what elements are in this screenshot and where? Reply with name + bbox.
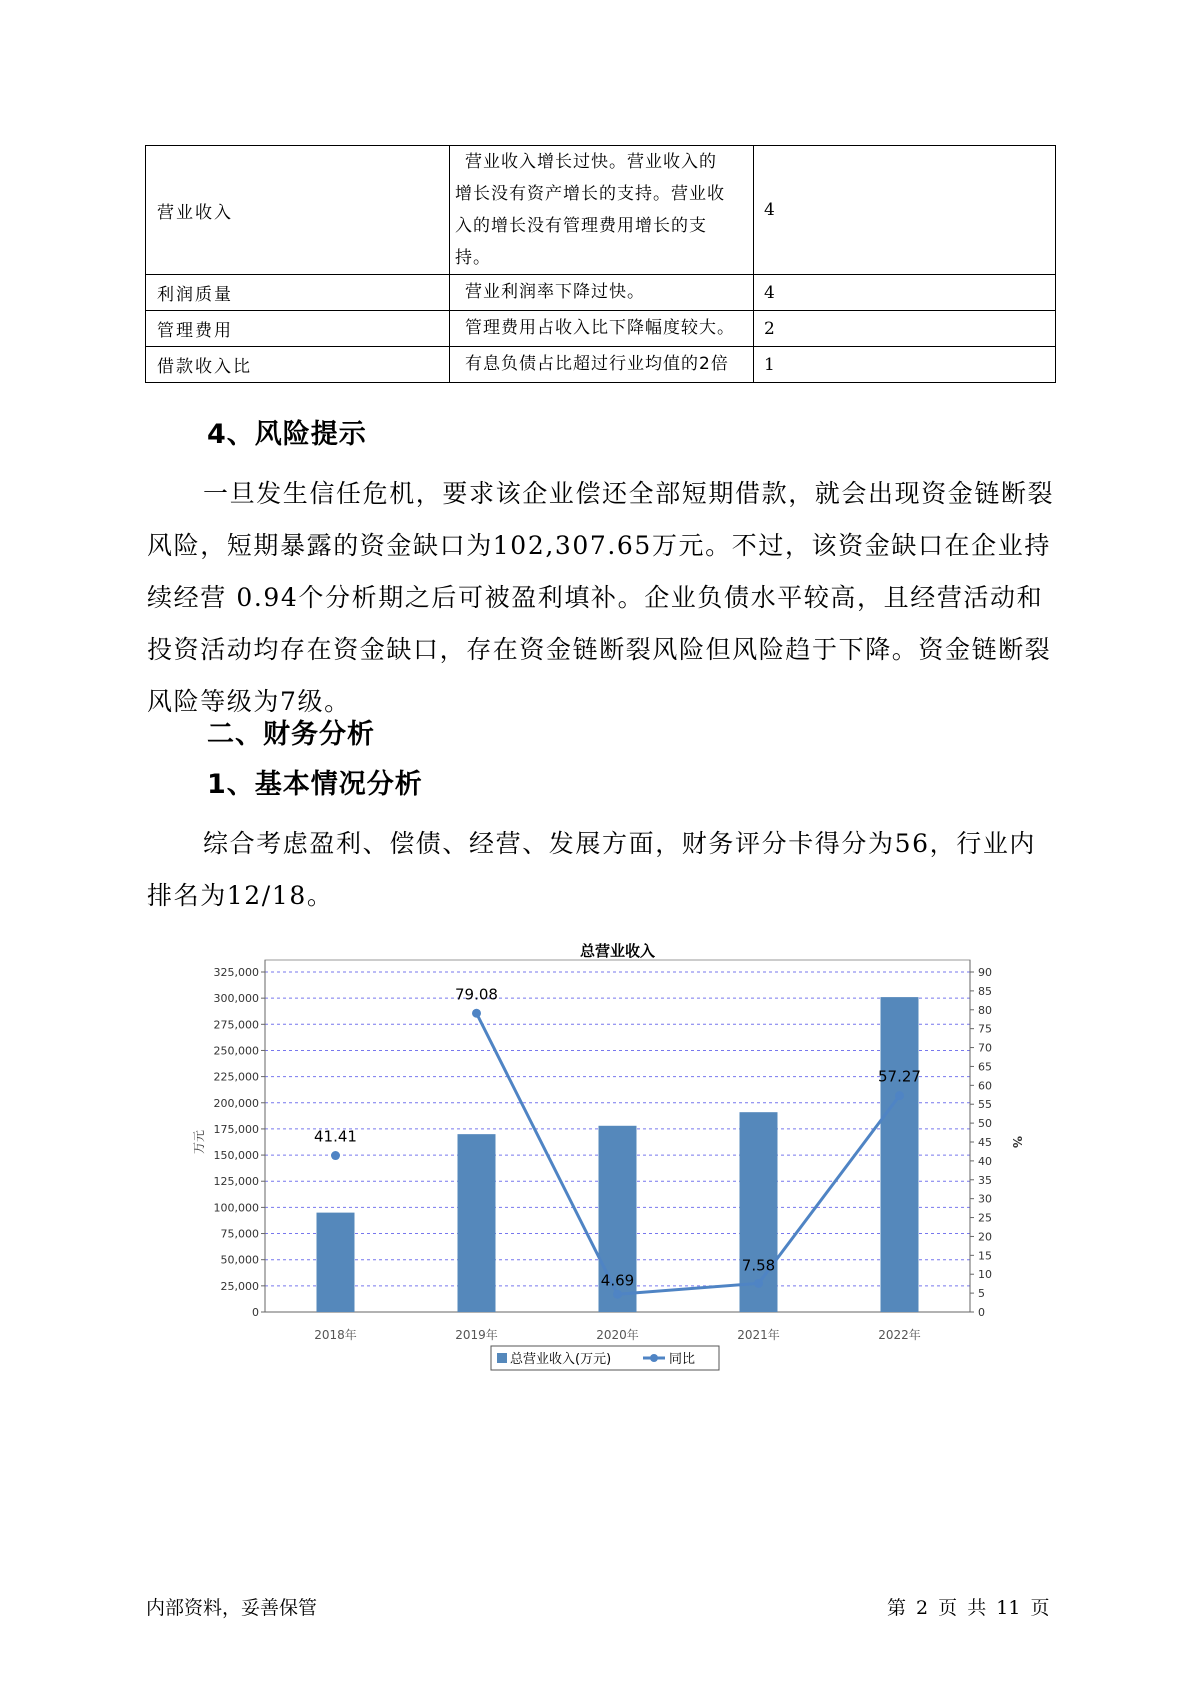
basic-analysis-heading: 1、基本情况分析: [207, 769, 423, 800]
yoy-point: [754, 1279, 763, 1288]
y-tick-label: 250,000: [213, 1044, 259, 1058]
risk-table-body: [146, 146, 1056, 383]
y2-tick-label: 15: [978, 1249, 992, 1263]
data-label: 57.27: [878, 1067, 921, 1086]
y-axis-label: 万元: [192, 1129, 206, 1155]
risk-table-row: [146, 146, 1056, 275]
y2-tick-label: 20: [978, 1230, 992, 1244]
risk-item-name: 营业收入: [146, 146, 450, 275]
risk-table-row: [146, 275, 1056, 311]
description-line: 入的增长没有管理费用增长的支: [455, 216, 707, 236]
y-tick-label: 150,000: [213, 1149, 259, 1163]
y2-tick-label: 90: [978, 966, 992, 979]
y-tick-label: 200,000: [213, 1096, 259, 1110]
yoy-point: [472, 1009, 481, 1018]
yoy-point-2018: [331, 1151, 340, 1160]
y2-tick-label: 85: [978, 984, 992, 998]
risk-item-level: 4: [754, 146, 1056, 275]
legend-bar-swatch: [497, 1353, 507, 1363]
y-tick-label: 100,000: [213, 1201, 259, 1215]
risk-item-name: 利润质量: [146, 275, 450, 311]
risk-item-level: 1: [754, 347, 1056, 383]
chart-title: 总营业收入: [579, 942, 656, 960]
y2-tick-label: 35: [978, 1173, 992, 1187]
y-tick-label: 50,000: [220, 1253, 259, 1267]
y-tick-label: 125,000: [213, 1175, 259, 1189]
y2-tick-label: 45: [978, 1136, 992, 1149]
revenue-bar: [458, 1134, 496, 1312]
y2-tick-label: 10: [978, 1268, 992, 1282]
risk-item-description: [450, 146, 754, 275]
data-label: 4.69: [600, 1271, 635, 1290]
y2-tick-label: 65: [978, 1060, 992, 1074]
y-tick-label: 175,000: [213, 1122, 259, 1136]
x-tick-label: 2020年: [596, 1328, 639, 1342]
y2-tick-label: 5: [978, 1287, 985, 1301]
risk-item-level: 2: [754, 311, 1056, 347]
y-tick-label: 225,000: [213, 1070, 259, 1084]
y-tick-label: 0: [252, 1306, 259, 1319]
y2-tick-label: 80: [978, 1003, 992, 1017]
y-tick-label: 275,000: [213, 1018, 259, 1032]
risk-table-row: [146, 347, 1056, 383]
legend-bar-label: 总营业收入(万元): [510, 1352, 612, 1367]
description-line: 管理费用占收入比下降幅度较大。: [465, 318, 735, 338]
y2-axis-label: %: [1010, 1135, 1024, 1149]
risk-item-description: [450, 275, 754, 311]
finance-heading: 二、财务分析: [207, 719, 375, 750]
risk-item-name: 管理费用: [146, 311, 450, 347]
y2-tick-label: 30: [978, 1192, 992, 1206]
x-tick-label: 2018年: [314, 1328, 357, 1342]
finance-paragraph-text: 综合考虑盈利、偿债、经营、发展方面，财务评分卡得分为56，行业内排名为12/18。: [147, 829, 1037, 910]
footer-confidential: 内部资料，妥善保管: [146, 1597, 318, 1619]
revenue-chart: [175, 930, 1045, 1400]
risk-heading: 4、风险提示: [207, 419, 367, 450]
legend-line-marker: [650, 1354, 658, 1362]
y2-tick-label: 40: [978, 1154, 992, 1168]
yoy-point: [613, 1290, 622, 1299]
legend-line-label: 同比: [669, 1352, 696, 1367]
x-tick-label: 2021年: [737, 1328, 780, 1342]
revenue-bar: [317, 1213, 355, 1312]
risk-item-name: 借款收入比: [146, 347, 450, 383]
risk-item-level: 4: [754, 275, 1056, 311]
x-tick-label: 2022年: [878, 1328, 921, 1342]
y2-tick-label: 50: [978, 1117, 992, 1131]
risk-paragraph-text: 一旦发生信任危机，要求该企业偿还全部短期借款，就会出现资金链断裂风险，短期暴露的资金缺口为102,307.65万元。不过，该资金缺口在企业持续经营 0.94个分析期之后可被盈利填补。企业负债水平较高，且经营活动和投资活动均存在资金缺口，存在资金链断裂风险但风险趋于下降。资金链断裂风险等级为7级。: [147, 479, 1055, 716]
risk-table: [145, 145, 1056, 383]
y2-tick-label: 25: [978, 1211, 992, 1225]
finance-paragraph: [147, 818, 1059, 922]
yoy-point: [895, 1091, 904, 1100]
risk-paragraph: [147, 468, 1059, 728]
description-line: 有息负债占比超过行业均值的2倍: [465, 354, 729, 374]
x-tick-label: 2019年: [455, 1328, 498, 1342]
y-tick-label: 325,000: [213, 966, 259, 979]
description-line: 增长没有资产增长的支持。营业收: [455, 184, 725, 204]
risk-item-description: [450, 311, 754, 347]
risk-item-description: [450, 347, 754, 383]
y-tick-label: 75,000: [220, 1227, 259, 1241]
data-label: 7.58: [741, 1256, 776, 1275]
y2-tick-label: 0: [978, 1306, 985, 1319]
revenue-bar: [881, 997, 919, 1312]
y-tick-label: 300,000: [213, 992, 259, 1006]
data-label: 79.08: [455, 985, 498, 1004]
yoy-line: [477, 1013, 900, 1294]
y2-tick-label: 60: [978, 1079, 992, 1093]
description-line: 营业收入增长过快。营业收入的: [465, 152, 717, 172]
description-line: 持。: [455, 248, 491, 268]
y2-tick-label: 75: [978, 1022, 992, 1036]
footer-page-number: 第 2 页 共 11 页: [887, 1597, 1050, 1619]
data-label: 41.41: [314, 1127, 357, 1146]
y2-tick-label: 70: [978, 1041, 992, 1055]
risk-table-row: [146, 311, 1056, 347]
y-tick-label: 25,000: [220, 1279, 259, 1293]
y2-tick-label: 55: [978, 1098, 992, 1112]
description-line: 营业利润率下降过快。: [465, 282, 645, 302]
